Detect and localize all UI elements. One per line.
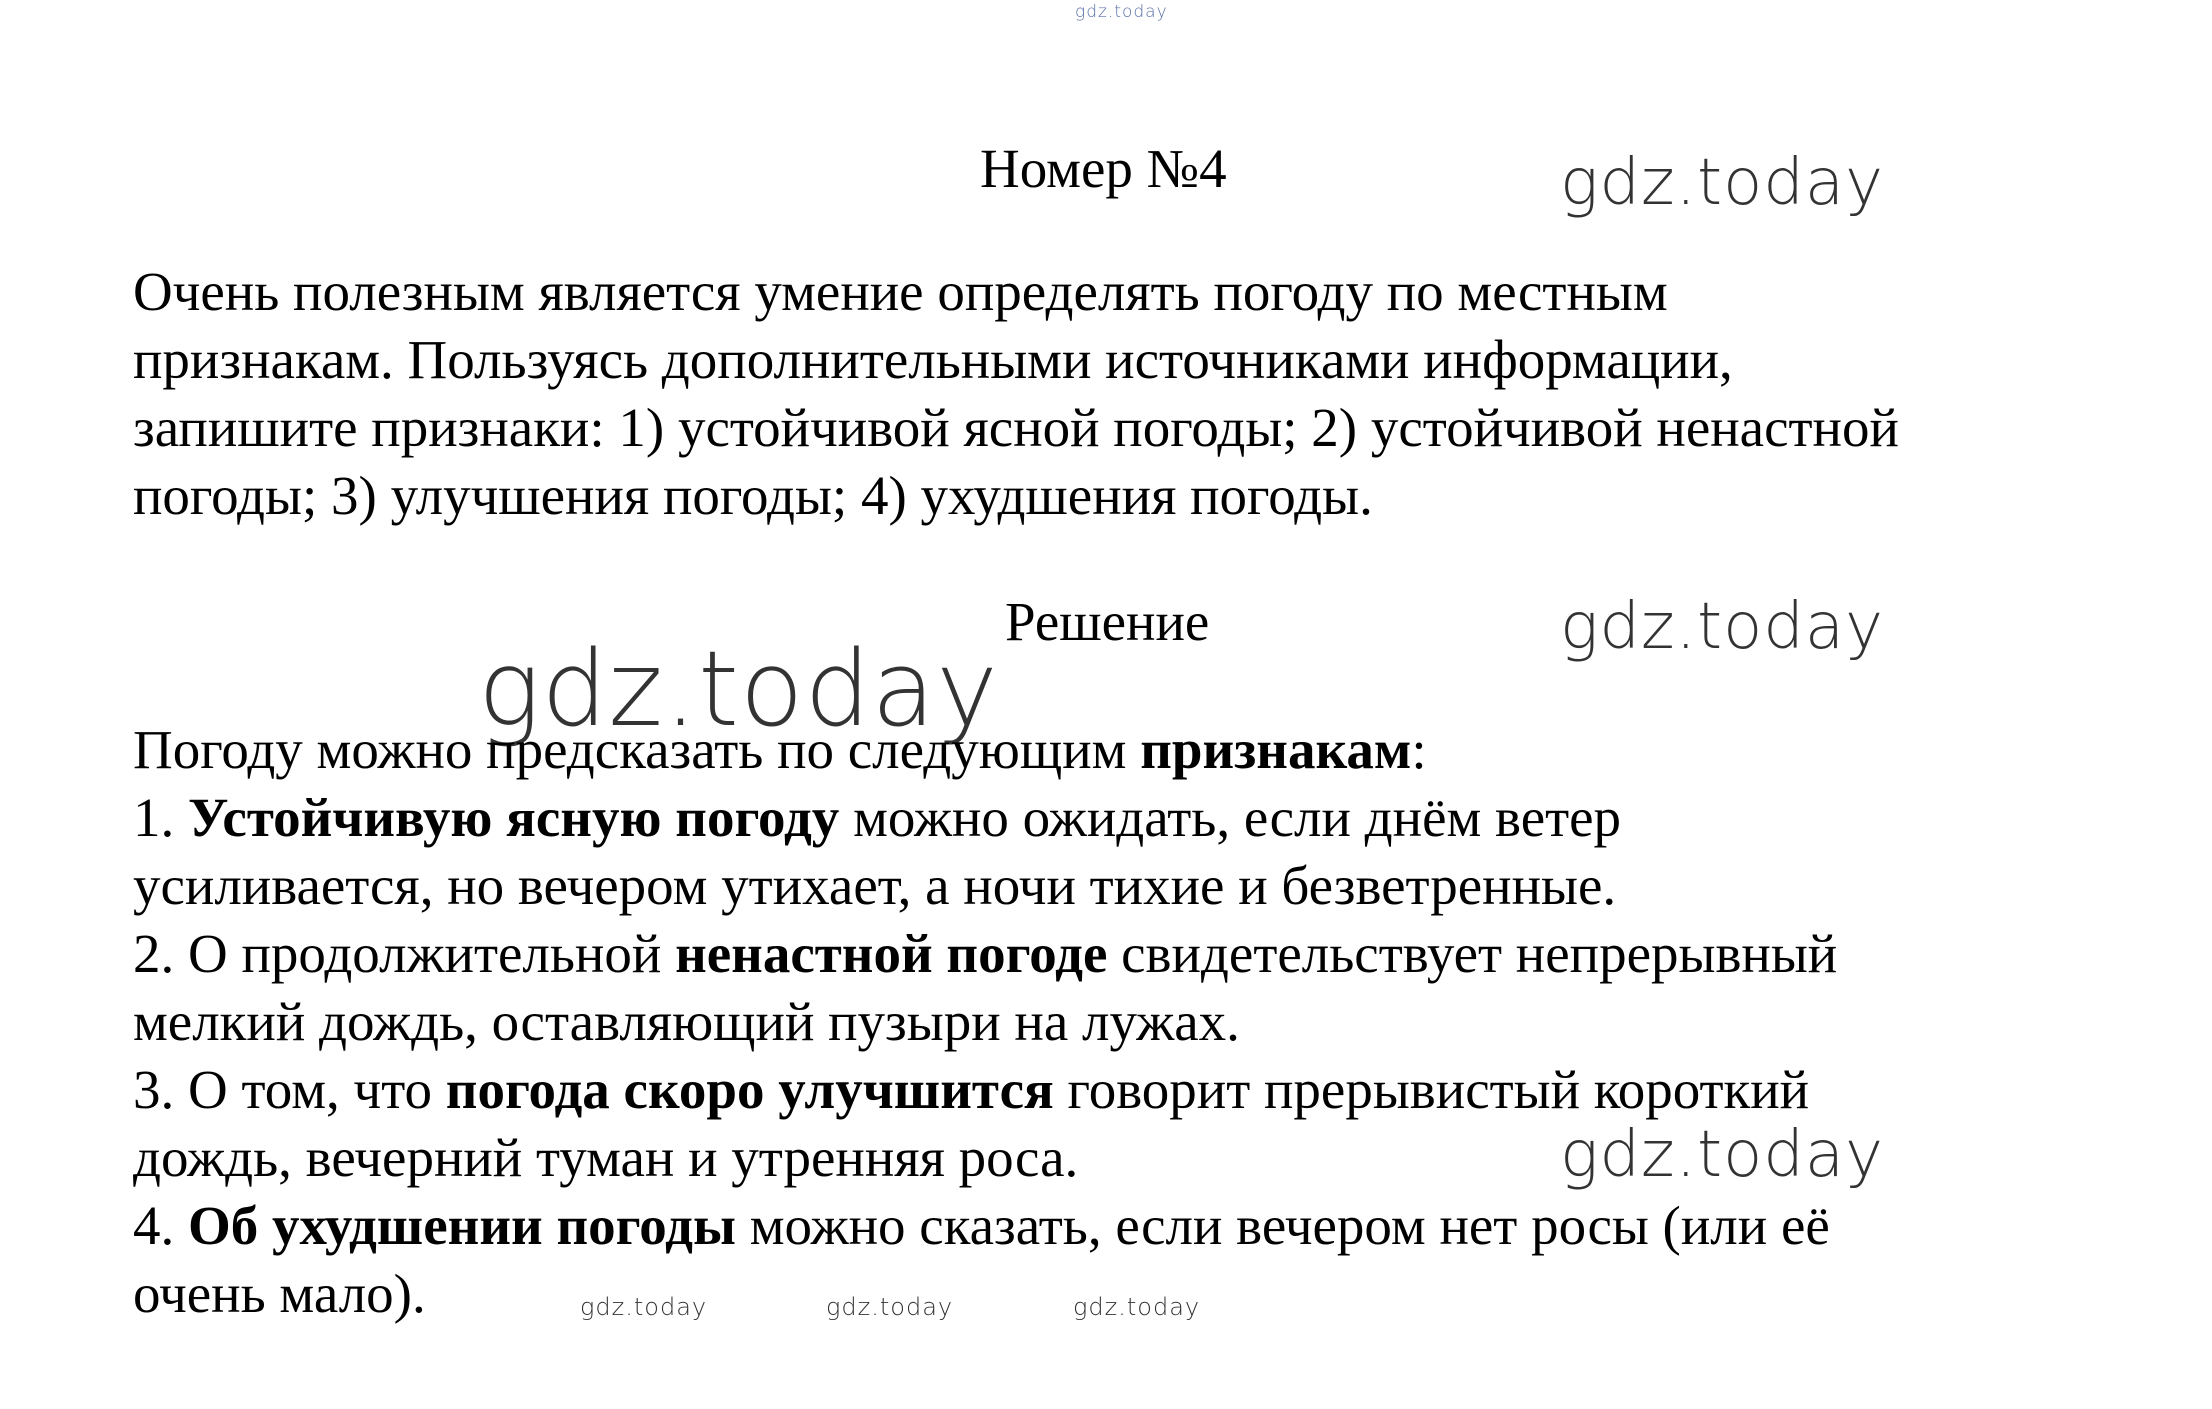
answer-item-cont: мелкий дождь, оставляющий пузыри на лужах. [133, 991, 1240, 1052]
answer-item-cont: дождь, вечерний туман и утренняя роса. [133, 1127, 1079, 1188]
answer-text [133, 716, 1837, 1328]
answer-item-cont: усиливается, но вечером утихает, а ночи тихие и безветренные. [133, 855, 1617, 916]
watermark-huge: gdz.today [478, 628, 999, 750]
watermark-small: gdz.today [826, 1293, 954, 1321]
watermark-top: gdz.today [1075, 2, 1168, 22]
answer-item: 2. О продолжительной ненастной погоде свидетельствует непрерывный [133, 923, 1838, 984]
watermark-small: gdz.today [580, 1293, 708, 1321]
page-title: Номер №4 [980, 138, 1227, 199]
task-line: погоды; 3) улучшения погоды; 4) ухудшения погоды. [133, 465, 1373, 526]
task-line: признакам. Пользуясь дополнительными источниками информации, [133, 329, 1733, 390]
task-line: Очень полезным является умение определять погоду по местным [133, 261, 1668, 322]
watermark-big: gdz.today [1560, 1118, 1884, 1192]
solution-heading: Решение [1005, 591, 1210, 652]
task-text [133, 258, 1899, 530]
answer-item: 4. Об ухудшении погоды можно сказать, если вечером нет росы (или её [133, 1195, 1830, 1256]
answer-intro: Погоду можно предсказать по следующим признакам: [133, 719, 1427, 780]
watermark-big: gdz.today [1560, 590, 1884, 664]
watermark-small: gdz.today [1073, 1293, 1201, 1321]
answer-item-cont: очень мало). [133, 1263, 426, 1324]
answer-item: 1. Устойчивую ясную погоду можно ожидать, если днём ветер [133, 787, 1622, 848]
task-line: запишите признаки: 1) устойчивой ясной погоды; 2) устойчивой ненастной [133, 397, 1899, 458]
answer-item: 3. О том, что погода скоро улучшится говорит прерывистый короткий [133, 1059, 1810, 1120]
watermark-big: gdz.today [1560, 146, 1884, 220]
